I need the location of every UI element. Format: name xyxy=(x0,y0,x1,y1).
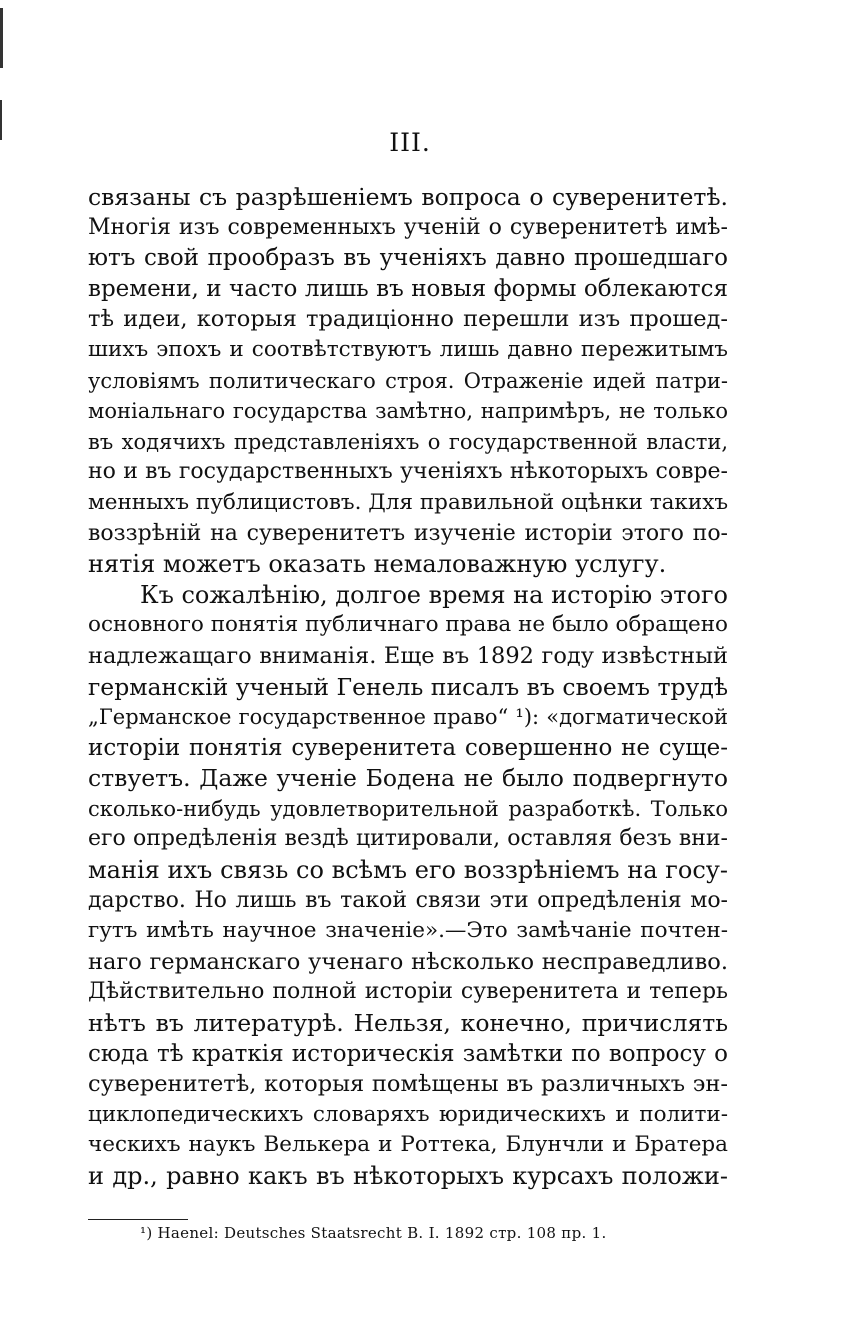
text-line: Многія изъ современныхъ ученій о суверенитетѣ имѣ- xyxy=(88,214,728,240)
text-line: сюда тѣ краткія историческія замѣтки по вопросу о xyxy=(88,1040,728,1067)
text-line: тѣ идеи, которыя традиціонно перешли изъ прошед- xyxy=(88,306,728,333)
text-line: и др., равно какъ въ нѣкоторыхъ курсахъ положи- xyxy=(88,1162,728,1190)
text-line: основного понятія публичнаго права не было обращено xyxy=(88,612,728,638)
text-line: связаны съ разрѣшеніемъ вопроса о суверенитетѣ. xyxy=(88,183,728,211)
text-line: германскій ученый Генель писалъ въ своемъ трудѣ xyxy=(88,672,728,701)
text-line: циклопедическихъ словаряхъ юридическихъ и полити- xyxy=(88,1101,728,1127)
text-line: ческихъ наукъ Велькера и Роттека, Блунчли и Братера xyxy=(88,1132,728,1158)
text-line: наго германскаго ученаго нѣсколько несправедливо. xyxy=(88,948,728,975)
text-line: но и въ государственныхъ ученіяхъ нѣкоторыхъ совре- xyxy=(88,459,728,485)
text-line: исторіи понятія суверенитета совершенно не суще- xyxy=(88,734,728,761)
text-line: манія ихъ связь со всѣмъ его воззрѣніемъ на госу- xyxy=(88,856,728,885)
text-line: суверенитетѣ, которыя помѣщены въ различныхъ эн- xyxy=(88,1071,728,1098)
footnote: ¹) Haenel: Deutsches Staatsrecht B. I. 1892 стр. 108 пр. 1. xyxy=(140,1224,607,1242)
text-line: надлежащаго вниманія. Еще въ 1892 году извѣстный xyxy=(88,642,728,669)
body-text xyxy=(88,182,728,1192)
text-line: ствуетъ. Даже ученіе Бодена не было подвергнуто xyxy=(88,764,728,793)
text-line: воззрѣній на суверенитетъ изученіе исторіи этого по- xyxy=(88,520,728,546)
text-line: въ ходячихъ представленіяхъ о государственной власти, xyxy=(88,429,728,454)
text-line: моніальнаго государства замѣтно, напримѣръ, не только xyxy=(88,399,728,424)
text-line: нятія можетъ оказать немаловажную услугу. xyxy=(88,550,667,579)
text-line: „Германское государственное право“ ¹): «догматической xyxy=(88,705,728,730)
text-line: времени, и часто лишь въ новыя формы облекаются xyxy=(88,275,728,302)
text-line: условіямъ политическаго строя. Отраженіе идей патри- xyxy=(88,368,728,393)
scan-edge-mark xyxy=(0,8,3,68)
text-line: шихъ эпохъ и соотвѣтствуютъ лишь давно пережитымъ xyxy=(88,336,728,362)
text-line: сколько-нибудь удовлетворительной разработкѣ. Только xyxy=(88,796,728,821)
page-number: III. xyxy=(389,128,431,157)
text-line: нѣтъ въ литературѣ. Нельзя, конечно, причислять xyxy=(88,1009,728,1038)
text-line: Дѣйствительно полной исторіи суверенитета и теперь xyxy=(88,979,728,1005)
text-line: его опредѣленія вездѣ цитировали, оставляя безъ вни- xyxy=(88,826,728,852)
text-line: Къ сожалѣнію, долгое время на исторію этого xyxy=(140,580,728,609)
footnote-divider xyxy=(88,1219,188,1220)
text-line: гутъ имѣть научное значеніе».—Это замѣчаніе почтен- xyxy=(88,918,728,944)
text-line: дарство. Но лишь въ такой связи эти опредѣленія мо- xyxy=(88,887,728,913)
text-line: ютъ свой прообразъ въ ученіяхъ давно прошедшаго xyxy=(88,245,728,272)
text-line: менныхъ публицистовъ. Для правильной оцѣнки такихъ xyxy=(88,489,728,515)
